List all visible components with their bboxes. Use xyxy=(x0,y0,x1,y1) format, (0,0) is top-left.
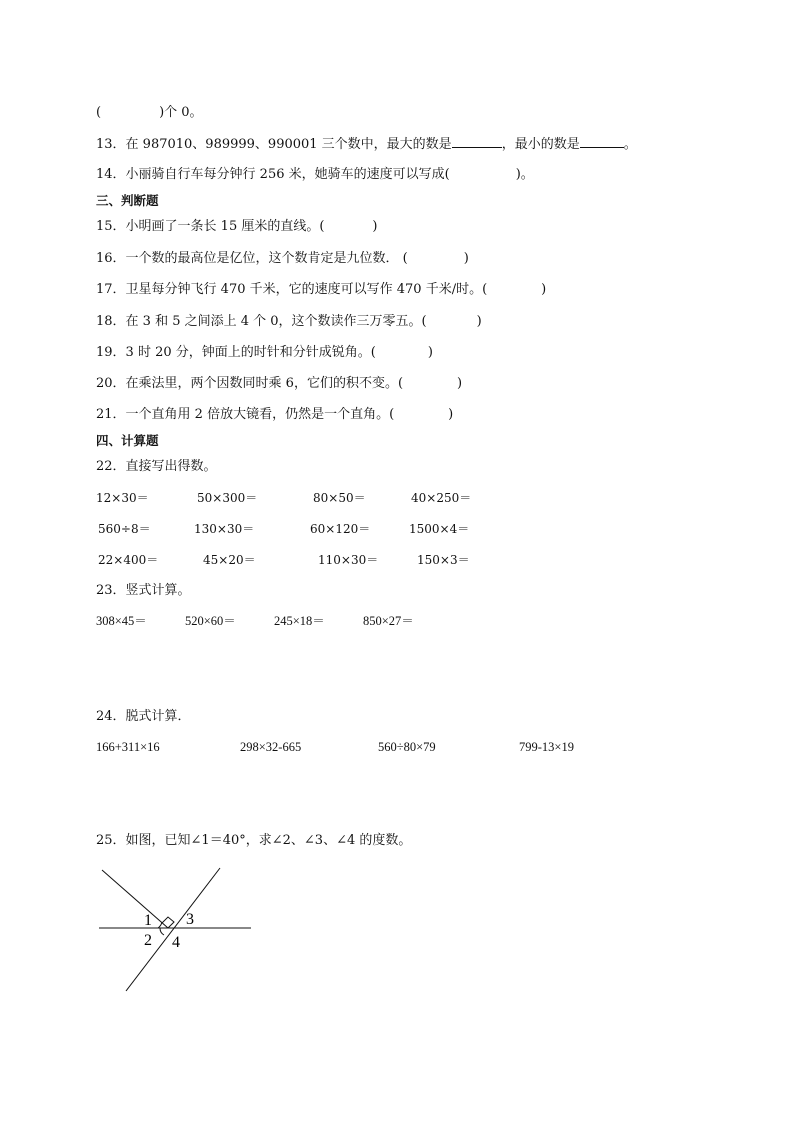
q13-text-c: 。 xyxy=(623,137,637,152)
paren-close: ) xyxy=(541,282,547,297)
paren-open: ( xyxy=(96,105,102,120)
q19-text: 19．3 时 20 分，钟面上的时针和分针成锐角。( xyxy=(96,345,376,360)
q22-item: 150×3＝ xyxy=(417,553,470,567)
angle-label-3: 3 xyxy=(186,911,194,928)
q23-item: 520×60＝ xyxy=(185,614,236,628)
paren-close: ) xyxy=(476,314,482,329)
q24-items xyxy=(96,738,716,756)
q22-item: 45×20＝ xyxy=(203,553,256,567)
q14-text-a: 14．小丽骑自行车每分钟行 256 米，她骑车的速度可以写成( xyxy=(96,167,450,182)
angle-arc xyxy=(158,922,162,928)
question-13 xyxy=(96,135,637,154)
q23-item: 850×27＝ xyxy=(363,614,414,628)
q13-text-a: 13．在 987010、989999、990001 三个数中，最大的数是 xyxy=(96,137,452,152)
angle-label-1: 1 xyxy=(144,912,152,929)
q21-text: 21．一个直角用 2 倍放大镜看，仍然是一个直角。( xyxy=(96,407,395,422)
q22-row-1 xyxy=(96,489,716,507)
q22-row-3 xyxy=(96,551,716,569)
angle-figure xyxy=(96,865,256,995)
question-14 xyxy=(96,166,534,184)
q24-item: 560÷80×79 xyxy=(378,740,436,754)
angle-label-4: 4 xyxy=(172,934,180,951)
q14-text-b: )。 xyxy=(515,167,534,182)
q22-item: 22×400＝ xyxy=(98,553,159,567)
question-24-title: 24．脱式计算． xyxy=(96,709,191,724)
q22-item: 110×30＝ xyxy=(318,553,379,567)
q22-item: 130×30＝ xyxy=(194,522,255,536)
q20-text: 20．在乘法里，两个因数同时乘 6，它们的积不变。( xyxy=(96,376,404,391)
question-20 xyxy=(96,375,462,393)
section-heading-judgment: 三、判断题 xyxy=(96,193,159,208)
paren-close: ) xyxy=(457,376,463,391)
q24-item: 298×32-665 xyxy=(240,740,302,754)
question-23-title: 23．竖式计算。 xyxy=(96,583,191,598)
q22-item: 80×50＝ xyxy=(313,491,366,505)
answer-blank-smallest[interactable] xyxy=(580,135,624,148)
question-15 xyxy=(96,218,378,236)
question-22-title: 22．直接写出得数。 xyxy=(96,459,217,474)
q16-text: 16．一个数的最高位是亿位，这个数肯定是九位数． ( xyxy=(96,251,408,266)
question-16 xyxy=(96,250,469,268)
q24-item: 799-13×19 xyxy=(519,740,574,754)
paren-close: ) xyxy=(427,345,433,360)
question-18 xyxy=(96,313,482,331)
q24-item: 166+311×16 xyxy=(96,740,160,754)
q17-text: 17．卫星每分钟飞行 470 千米，它的速度可以写作 470 千米/时。( xyxy=(96,282,488,297)
q12-tail-text: 个 0。 xyxy=(164,105,203,120)
question-21 xyxy=(96,406,453,424)
question-19 xyxy=(96,344,433,362)
q15-text: 15．小明画了一条长 15 厘米的直线。( xyxy=(96,219,325,234)
section-heading-calculation: 四、计算题 xyxy=(96,433,159,448)
angle-label-2: 2 xyxy=(144,932,152,949)
question-25-title: 25．如图，已知∠1＝40°，求∠2、∠3、∠4 的度数。 xyxy=(96,833,412,848)
q22-item: 40×250＝ xyxy=(411,491,472,505)
q23-items xyxy=(96,612,716,630)
diagonal-line-b xyxy=(126,868,220,991)
answer-blank-largest[interactable] xyxy=(452,135,502,148)
q22-item: 50×300＝ xyxy=(197,491,258,505)
paren-close: ) xyxy=(159,105,165,120)
q13-text-b: ，最小的数是 xyxy=(501,137,580,152)
q22-item: 560÷8＝ xyxy=(98,522,151,536)
q23-item: 245×18＝ xyxy=(274,614,325,628)
question-17 xyxy=(96,281,546,299)
angle-arc xyxy=(160,928,164,935)
paren-close: ) xyxy=(463,251,469,266)
paren-close: ) xyxy=(448,407,454,422)
paren-close: ) xyxy=(372,219,378,234)
q22-row-2 xyxy=(96,520,716,538)
q12-tail xyxy=(96,104,203,122)
q22-item: 1500×4＝ xyxy=(409,522,470,536)
q22-item: 12×30＝ xyxy=(96,491,149,505)
right-angle-mark xyxy=(162,917,174,928)
diagonal-line-a xyxy=(102,870,168,928)
q23-item: 308×45＝ xyxy=(96,614,147,628)
q22-item: 60×120＝ xyxy=(310,522,371,536)
q18-text: 18．在 3 和 5 之间添上 4 个 0，这个数读作三万零五。( xyxy=(96,314,427,329)
